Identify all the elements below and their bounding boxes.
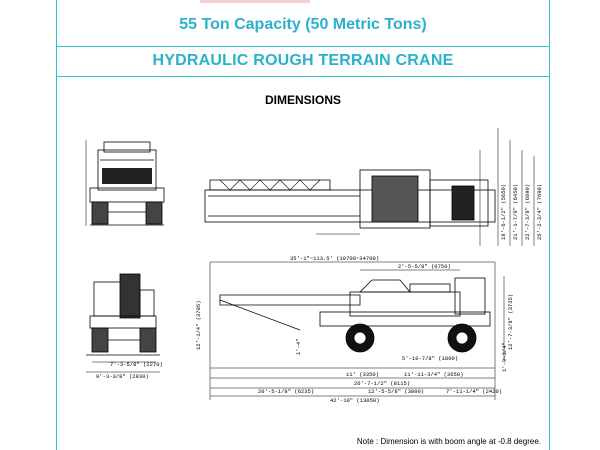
- dim-label-d18: 25'-2-3/4" (7690): [536, 183, 543, 240]
- dim-label-d8: 26'-7-1/2" (8115): [354, 380, 411, 387]
- dim-label-d13: 7'-3-5/8" (2270): [110, 361, 163, 368]
- dim-label-d5: 5'-10-7/8" (1800): [402, 355, 459, 362]
- dim-label-d3: 12'-7-3/8" (3735): [507, 293, 514, 350]
- dim-label-d7: 11'-11-3/4" (3650): [404, 371, 464, 378]
- dim-label-d6: 11' (3350): [346, 371, 380, 378]
- dim-label-d9: 12'-5-5/8" (3800): [368, 388, 425, 395]
- dim-label-d11: 7'-11-1/4" (2420): [446, 388, 503, 395]
- dim-label-d17: 22'-7-3/8" (6890): [524, 183, 531, 240]
- dim-label-d1: 2'-5-5/8" (0750): [398, 263, 451, 270]
- dim-label-d10: 20'-5-1/8" (6235): [258, 388, 315, 395]
- dimensions-title: DIMENSIONS: [264, 93, 341, 107]
- dim-label-d19: 1'-4": [295, 338, 302, 355]
- model-type-title: HYDRAULIC ROUGH TERRAIN CRANE: [152, 52, 454, 69]
- dim-label-d14: 9'-3-3/8" (2830): [96, 373, 149, 380]
- boom-angle-note: Note : Dimension is with boom angle at -0.8 degree.: [356, 437, 541, 446]
- dim-label-d2: 12'-1/4" (3705): [195, 300, 202, 350]
- rear-view-drawing: [86, 274, 160, 372]
- front-view-drawing: [86, 140, 164, 226]
- dim-label-d12: 42'-10" (13050): [330, 397, 380, 404]
- dim-label-boom-range: 35'-1"~113.5' (10700~34700): [290, 255, 380, 262]
- capacity-title: 55 Ton Capacity (50 Metric Tons): [179, 16, 427, 33]
- top-view-drawing: [205, 150, 495, 246]
- dim-label-d16: 21'-1-7/8" (6450): [512, 183, 519, 240]
- dim-label-d15: 18'-6-1/2" (5650): [500, 183, 507, 240]
- dim-label-d20: 1'-9-3/4": [501, 342, 508, 372]
